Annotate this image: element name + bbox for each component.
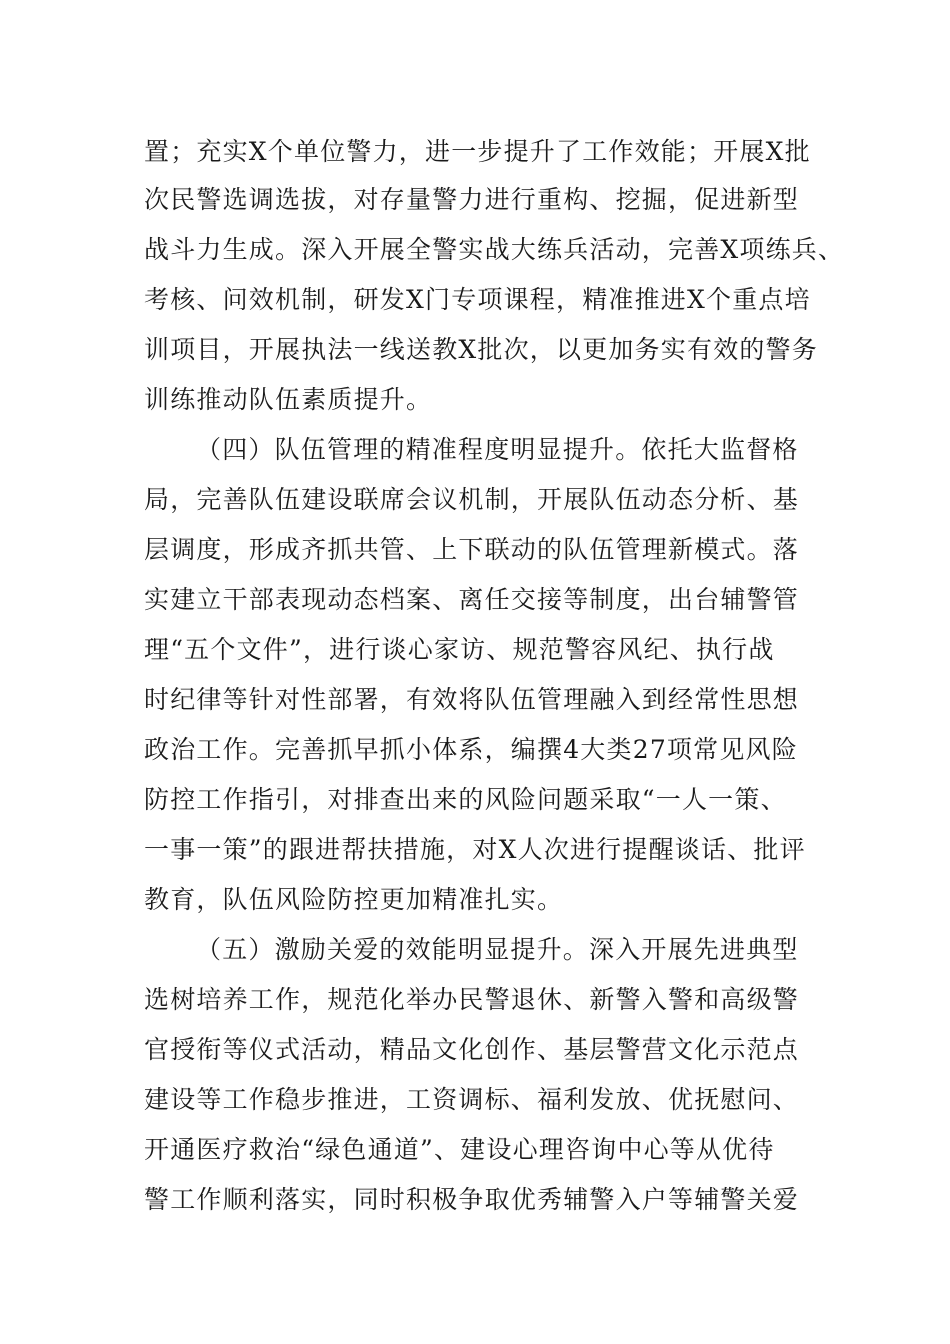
text-line: 层调度，形成齐抓共管、上下联动的队伍管理新模式。落 [144,535,800,564]
text-line: 建设等工作稳步推进，工资调标、福利发放、优抚慰问、 [144,1085,800,1114]
text-line: 战斗力生成。深入开展全警实战大练兵活动，完善X项练兵、 [144,235,845,264]
text-line: 防控工作指引，对排查出来的风险问题采取“一人一策、 [144,785,787,814]
text-line: 官授衔等仪式活动，精品文化创作、基层警营文化示范点 [144,1035,800,1064]
text-line: 教育，队伍风险防控更加精准扎实。 [144,885,564,914]
text-line: 开通医疗救治“绿色通道”、建设心理咨询中心等从优待 [144,1135,775,1164]
section-heading-five: （五）激励关爱的效能明显提升。深入开展先进典型 [196,935,799,964]
text-line: 一事一策”的跟进帮扶措施，对X人次进行提醒谈话、批评 [144,835,806,864]
text-line: 训练推动队伍素质提升。 [144,385,433,414]
text-line: 理“五个文件”，进行谈心家访、规范警容风纪、执行战 [144,635,775,664]
text-line: 次民警选调选拔，对存量警力进行重构、挖掘，促进新型 [144,185,800,214]
section-heading-four: （四）队伍管理的精准程度明显提升。依托大监督格 [196,435,799,464]
text-line: 置；充实X个单位警力，进一步提升了工作效能；开展X批 [144,137,811,166]
text-line: 警工作顺利落实，同时积极争取优秀辅警入户等辅警关爱 [144,1185,800,1214]
text-line: 实建立干部表现动态档案、离任交接等制度，出台辅警管 [144,585,800,614]
text-line: 局，完善队伍建设联席会议机制，开展队伍动态分析、基 [144,485,800,514]
text-line: 选树培养工作，规范化举办民警退休、新警入警和高级警 [144,985,800,1014]
text-line: 政治工作。完善抓早抓小体系，编撰4大类27项常见风险 [144,735,798,764]
text-line: 考核、问效机制，研发X门专项课程，精准推进X个重点培 [144,285,811,314]
text-line: 训项目，开展执法一线送教X批次，以更加务实有效的警务 [144,335,819,364]
text-line: 时纪律等针对性部署，有效将队伍管理融入到经常性思想 [144,685,800,714]
